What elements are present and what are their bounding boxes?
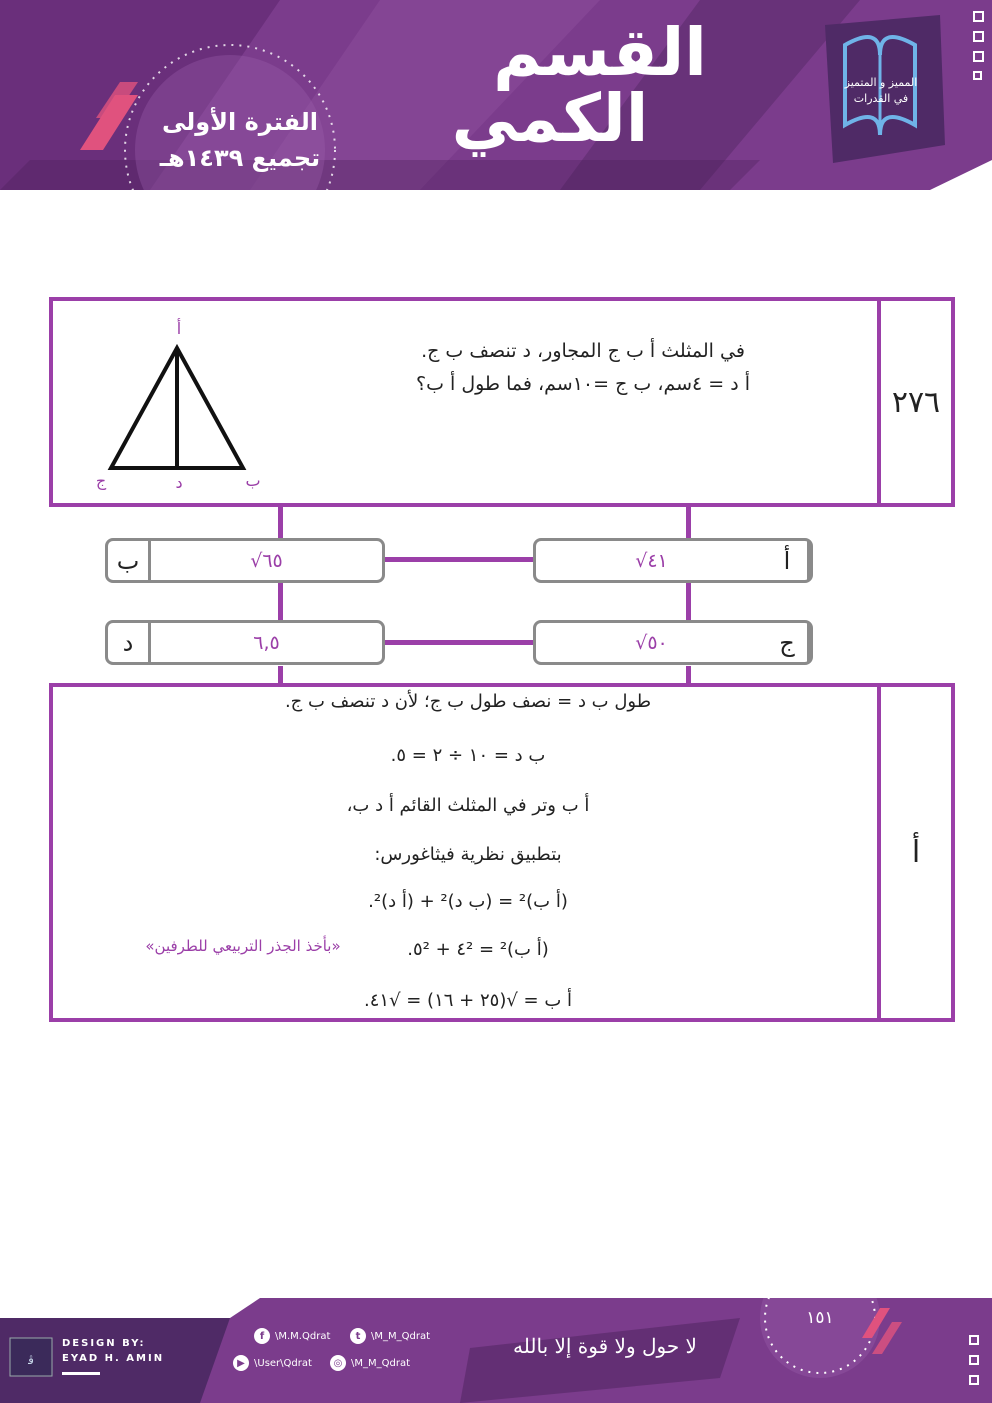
triangle-figure <box>93 316 273 496</box>
connector <box>385 640 535 645</box>
question-line-1: في المثلث أ ب ج المجاور، د تنصف ب ج. <box>421 340 745 362</box>
option-c-letter: ج <box>767 623 810 662</box>
instagram-link[interactable] <box>330 1355 410 1371</box>
question-box <box>49 297 955 507</box>
facebook-handle: \M.M.Qdrat <box>275 1330 331 1342</box>
option-d-value: ٦,٥ <box>253 631 280 654</box>
solution-line-3: أ ب وتر في المثلث القائم أ د ب، <box>346 795 590 816</box>
solution-line-4: بتطبيق نظرية فيثاغورس: <box>374 844 562 865</box>
option-a-value: √٤١ <box>635 549 668 572</box>
vertex-d-label: د <box>175 473 183 492</box>
youtube-icon: ▶ <box>233 1355 249 1371</box>
twitter-icon: t <box>350 1328 366 1344</box>
twitter-handle: \M_M_Qdrat <box>371 1330 431 1342</box>
section-title-line2: الكمي <box>451 80 649 157</box>
option-b[interactable] <box>105 538 385 583</box>
period-label: الفترة الأولى <box>161 108 319 136</box>
designer-underline <box>62 1372 100 1375</box>
option-c-value: √٥٠ <box>635 631 668 654</box>
collection-year: تجميع ١٤٣٩هـ <box>159 144 321 172</box>
connector <box>686 666 691 684</box>
connector <box>278 582 283 622</box>
solution-box <box>49 683 955 1022</box>
connector <box>686 507 691 538</box>
solution-line-1: طول ب د = نصف طول ب ج؛ لأن د تنصف ب ج. <box>284 691 652 712</box>
youtube-link[interactable] <box>233 1355 312 1371</box>
calligraphy-phrase: لا حول ولا قوة إلا بالله <box>513 1334 697 1358</box>
twitter-link[interactable] <box>350 1328 430 1344</box>
solution-line-6: (أ ب)² = ٤² + ٥². <box>407 939 549 960</box>
question-number: ٢٧٦ <box>891 384 941 420</box>
designer-name: EYAD H. AMIN <box>62 1353 165 1364</box>
question-line-2: أ د = ٤سم، ب ج =١٠سم، فما طول أ ب؟ <box>415 373 751 395</box>
connector <box>686 582 691 622</box>
page-footer <box>0 1298 992 1403</box>
decorative-squares <box>970 10 990 80</box>
vertex-c-label: ج <box>95 471 107 490</box>
facebook-icon: f <box>254 1328 270 1344</box>
answer-letter: أ <box>911 835 921 870</box>
design-by-label: DESIGN BY: <box>62 1338 146 1349</box>
question-number-cell <box>877 301 951 503</box>
youtube-handle: \User\Qdrat <box>254 1357 312 1369</box>
option-d-letter: د <box>108 623 151 662</box>
option-b-letter: ب <box>108 541 151 580</box>
vertex-a-label: أ <box>176 319 182 338</box>
vertex-b-label: ب <box>245 471 261 490</box>
instagram-handle: \M_M_Qdrat <box>351 1357 411 1369</box>
connector <box>385 557 535 562</box>
logo-text: المميز و المتميز في القدرات <box>844 76 918 105</box>
option-b-value: √٦٥ <box>250 549 283 572</box>
option-c[interactable] <box>533 620 813 665</box>
option-a-letter: أ <box>767 541 810 580</box>
solution-line-7: أ ب = √(٢٥ + ١٦) = √٤١. <box>363 990 572 1011</box>
solution-side-note: «بأخذ الجذر التربيعي للطرفين» <box>145 937 341 955</box>
svg-text:ﭬ: ﭬ <box>28 1353 34 1367</box>
question-text <box>333 335 833 401</box>
page-header <box>0 0 992 190</box>
connector <box>278 666 283 684</box>
option-d[interactable] <box>105 620 385 665</box>
designer-logo-icon <box>8 1336 54 1378</box>
facebook-link[interactable] <box>254 1328 330 1344</box>
option-a[interactable] <box>533 538 813 583</box>
solution-line-5: (أ ب)² = (ب د)² + (أ د)². <box>368 891 568 912</box>
answer-cell <box>877 687 951 1018</box>
section-title-line1: القسم <box>493 14 707 91</box>
connector <box>278 507 283 538</box>
instagram-icon: ◎ <box>330 1355 346 1371</box>
brand-logo <box>815 15 945 165</box>
page-number: ١٥١ <box>806 1308 834 1328</box>
solution-line-2: ب د = ١٠ ÷ ٢ = ٥. <box>390 745 546 766</box>
